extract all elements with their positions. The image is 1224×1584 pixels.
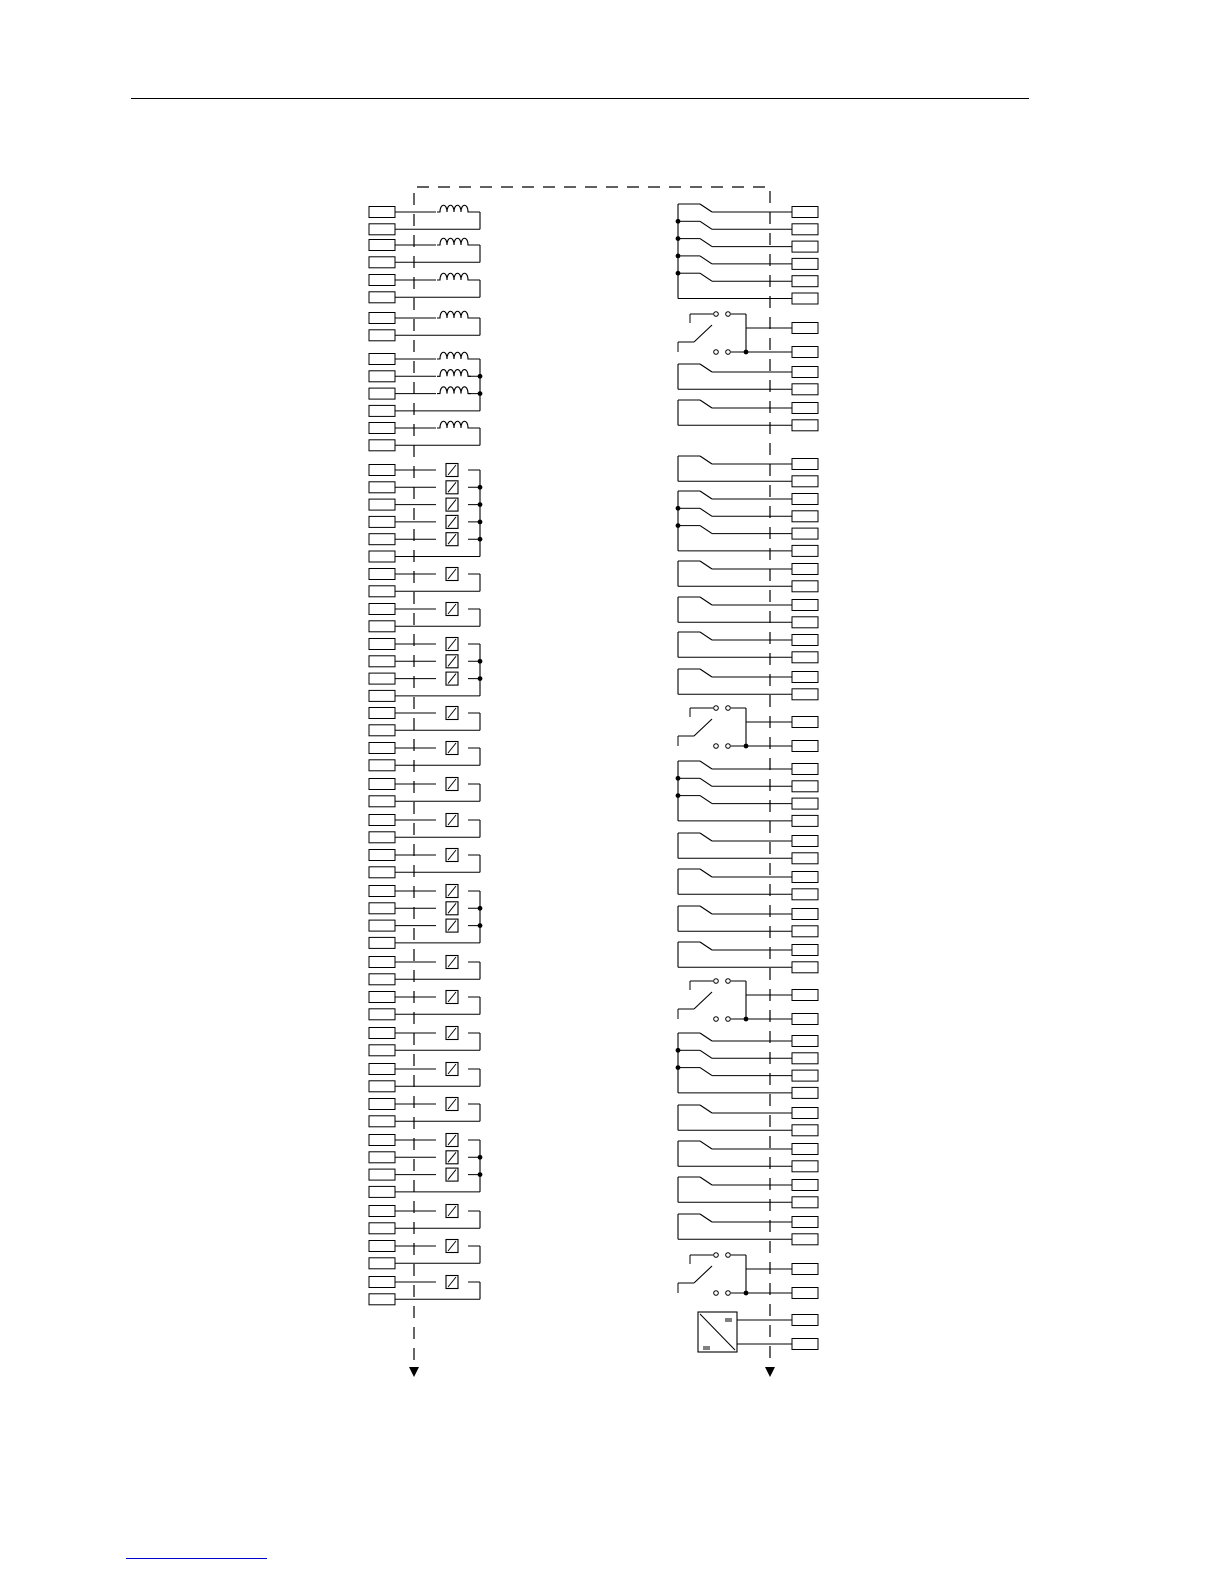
left-group-25 (369, 1276, 480, 1305)
terminal-block (792, 853, 818, 864)
terminal-block (369, 690, 395, 701)
left-group-8 (369, 568, 480, 597)
contact-terminal (726, 744, 731, 749)
right-group-21 (678, 1177, 818, 1208)
contact-blade (700, 1141, 712, 1149)
terminal-block (792, 635, 818, 646)
contact-blade (700, 256, 712, 264)
terminal-block (792, 1036, 818, 1047)
terminal-block (369, 1064, 395, 1075)
junction-dot (744, 1291, 749, 1296)
terminal-block (792, 1161, 818, 1172)
contact-blade (700, 761, 712, 769)
terminal-block (792, 1108, 818, 1119)
terminal-block (792, 1144, 818, 1155)
terminal-block (792, 909, 818, 920)
junction-dot (676, 254, 681, 259)
contact-blade (694, 719, 712, 736)
terminal-block (369, 1045, 395, 1056)
left-group-6 (369, 421, 480, 451)
terminal-block (792, 836, 818, 847)
right-group-14 (678, 869, 818, 900)
contact-terminal (726, 706, 731, 711)
terminal-block (792, 1315, 818, 1326)
contact-blade (700, 508, 712, 516)
terminal-block (369, 313, 395, 324)
terminal-block (369, 499, 395, 510)
terminal-block (792, 1014, 818, 1025)
contact-terminal (714, 706, 719, 711)
right-group-6 (676, 491, 818, 556)
junction-dot (478, 1172, 483, 1177)
terminal-block (369, 423, 395, 434)
terminal-block (369, 673, 395, 684)
left-group-2 (369, 238, 480, 268)
terminal-block (792, 962, 818, 973)
terminal-block (369, 1223, 395, 1234)
junction-dot (478, 1155, 483, 1160)
contact-blade (700, 796, 712, 804)
contact-blade (700, 1177, 712, 1185)
left-group-18 (369, 991, 480, 1020)
contact-blade (700, 906, 712, 914)
terminal-block (792, 600, 818, 611)
left-group-1 (369, 205, 480, 235)
terminal-block (369, 815, 395, 826)
terminal-block (369, 224, 395, 235)
terminal-block (369, 371, 395, 382)
contact-blade (700, 400, 712, 408)
right-group-4 (678, 400, 818, 431)
junction-dot (676, 1048, 681, 1053)
terminal-block (369, 1186, 395, 1197)
junction-dot (478, 391, 483, 396)
junction-dot (478, 537, 483, 542)
junction-dot (744, 744, 749, 749)
left-group-22 (369, 1134, 482, 1198)
terminal-block (369, 275, 395, 286)
junction-dot (478, 502, 483, 507)
terminal-block (369, 708, 395, 719)
contact-blade (700, 1068, 712, 1076)
terminal-block (369, 569, 395, 580)
terminal-block (369, 405, 395, 416)
terminal-block (792, 1197, 818, 1208)
right-group-22 (678, 1214, 818, 1245)
terminal-block (792, 459, 818, 470)
terminal-block (369, 760, 395, 771)
right-group-10 (678, 669, 818, 700)
junction-dot (676, 506, 681, 511)
wire-gap (436, 425, 468, 431)
contact-blade (700, 1050, 712, 1058)
left-group-3 (369, 273, 480, 303)
terminal-block (369, 330, 395, 341)
terminal-block (369, 743, 395, 754)
terminal-block (369, 586, 395, 597)
terminal-block (792, 476, 818, 487)
terminal-block (792, 1264, 818, 1275)
terminal-block (792, 403, 818, 414)
terminal-block (369, 1028, 395, 1039)
contact-blade (700, 491, 712, 499)
junction-dot (676, 523, 681, 528)
terminal-block (792, 384, 818, 395)
terminal-block (369, 465, 395, 476)
right-group-9 (678, 632, 818, 663)
terminal-block (369, 779, 395, 790)
contact-blade (694, 325, 712, 342)
terminal-block (792, 367, 818, 378)
junction-dot (478, 906, 483, 911)
terminal-block (792, 347, 818, 358)
left-group-4 (369, 311, 480, 341)
right-group-16 (678, 942, 818, 973)
terminal-block (792, 1217, 818, 1228)
contact-terminal (726, 1291, 731, 1296)
junction-dot (478, 520, 483, 525)
terminal-block (792, 581, 818, 592)
terminal-block (792, 717, 818, 728)
terminal-block (792, 815, 818, 826)
terminal-block (792, 1288, 818, 1299)
terminal-block (369, 957, 395, 968)
wire-gap (436, 356, 468, 362)
wire-gap (436, 277, 468, 283)
terminal-block (792, 528, 818, 539)
contact-terminal (714, 979, 719, 984)
left-group-14 (369, 814, 480, 843)
terminal-block (369, 850, 395, 861)
contact-blade (700, 273, 712, 281)
junction-dot (478, 485, 483, 490)
contact-blade (700, 942, 712, 950)
right-group-19 (678, 1105, 818, 1136)
junction-dot (478, 374, 483, 379)
terminal-block (792, 1234, 818, 1245)
terminal-block (792, 689, 818, 700)
contact-blade (700, 632, 712, 640)
right-group-7 (678, 561, 818, 592)
contact-terminal (714, 350, 719, 355)
left-group-20 (369, 1063, 480, 1092)
contact-terminal (726, 1017, 731, 1022)
continuation-arrow (765, 1367, 775, 1377)
junction-dot (478, 923, 483, 928)
left-group-17 (369, 956, 480, 985)
terminal-block (369, 1294, 395, 1305)
contact-terminal (714, 744, 719, 749)
contact-terminal (714, 1017, 719, 1022)
terminal-block (369, 1081, 395, 1092)
terminal-block (792, 293, 818, 304)
terminal-block (792, 494, 818, 505)
contact-terminal (726, 312, 731, 317)
left-group-21 (369, 1098, 480, 1127)
terminal-block (369, 796, 395, 807)
terminal-block (369, 1169, 395, 1180)
contact-blade (700, 204, 712, 212)
terminal-block (792, 889, 818, 900)
terminal-block (792, 1125, 818, 1136)
footer-rule (126, 1558, 267, 1559)
contact-blade (700, 778, 712, 786)
left-group-10 (369, 638, 482, 702)
terminal-block (792, 1087, 818, 1098)
terminal-block (369, 604, 395, 615)
left-group-24 (369, 1240, 480, 1269)
right-group-18 (676, 1033, 818, 1098)
junction-dot (676, 776, 681, 781)
terminal-block (369, 482, 395, 493)
terminal-block (369, 1206, 395, 1217)
terminal-block (369, 832, 395, 843)
junction-dot (744, 350, 749, 355)
terminal-block (792, 798, 818, 809)
terminal-block (369, 1009, 395, 1020)
contact-blade (700, 869, 712, 877)
contact-blade (700, 561, 712, 569)
left-group-16 (369, 885, 482, 949)
right-group-24 (698, 1312, 818, 1352)
left-group-15 (369, 849, 480, 878)
terminal-block (369, 903, 395, 914)
contact-blade (700, 669, 712, 677)
terminal-block (792, 1180, 818, 1191)
right-group-2 (678, 312, 818, 358)
right-group-5 (678, 456, 818, 487)
contact-blade (694, 992, 712, 1009)
right-group-23 (678, 1253, 818, 1299)
right-group-20 (678, 1141, 818, 1172)
terminal-block (369, 440, 395, 451)
terminal-block (369, 516, 395, 527)
contact-blade (700, 221, 712, 229)
wire-gap (436, 209, 468, 215)
continuation-arrow (409, 1367, 419, 1377)
terminal-block (369, 354, 395, 365)
terminal-block (792, 511, 818, 522)
wire-gap (436, 391, 468, 397)
terminal-block (792, 741, 818, 752)
junction-dot (676, 793, 681, 798)
terminal-block (792, 224, 818, 235)
right-group-11 (678, 706, 818, 752)
terminal-block (369, 240, 395, 251)
right-group-1 (676, 204, 818, 304)
wire-gap (436, 315, 468, 321)
junction-dot (744, 1017, 749, 1022)
terminal-block (792, 420, 818, 431)
contact-blade (700, 1105, 712, 1113)
contact-blade (700, 239, 712, 247)
terminal-block (369, 1099, 395, 1110)
contact-blade (694, 1266, 712, 1283)
contact-blade (700, 833, 712, 841)
terminal-block (369, 725, 395, 736)
right-group-17 (678, 979, 818, 1025)
right-group-13 (678, 833, 818, 864)
terminal-block (792, 781, 818, 792)
left-group-13 (369, 778, 480, 807)
terminal-block (369, 257, 395, 268)
terminal-block (369, 974, 395, 985)
terminal-block (369, 534, 395, 545)
terminal-block (369, 388, 395, 399)
left-group-5 (369, 352, 482, 416)
contact-blade (700, 1033, 712, 1041)
contact-terminal (714, 1253, 719, 1258)
contact-terminal (714, 1291, 719, 1296)
terminal-block (369, 1277, 395, 1288)
junction-dot (676, 236, 681, 241)
terminal-block (369, 207, 395, 218)
left-group-19 (369, 1027, 480, 1056)
contact-blade (700, 456, 712, 464)
terminal-block (792, 872, 818, 883)
contact-blade (700, 1214, 712, 1222)
junction-dot (676, 1065, 681, 1070)
terminal-block (792, 564, 818, 575)
terminal-block (369, 886, 395, 897)
terminal-block (792, 926, 818, 937)
right-group-15 (678, 906, 818, 937)
contact-blade (700, 597, 712, 605)
terminal-block (369, 621, 395, 632)
left-group-7 (369, 464, 482, 563)
terminal-block (792, 545, 818, 556)
contact-terminal (714, 312, 719, 317)
contact-terminal (726, 979, 731, 984)
junction-dot (478, 659, 483, 664)
terminal-block (792, 241, 818, 252)
junction-dot (478, 676, 483, 681)
terminal-block (792, 207, 818, 218)
terminal-block (369, 639, 395, 650)
terminal-block (792, 1339, 818, 1350)
left-group-12 (369, 742, 480, 771)
terminal-block (369, 867, 395, 878)
terminal-block (369, 1152, 395, 1163)
terminal-block (792, 1070, 818, 1081)
terminal-block (369, 920, 395, 931)
contact-blade (700, 364, 712, 372)
wire-gap (436, 242, 468, 248)
terminal-block (792, 1053, 818, 1064)
junction-dot (676, 219, 681, 224)
right-group-12 (676, 761, 818, 826)
right-group-8 (678, 597, 818, 628)
terminal-block (792, 258, 818, 269)
contact-terminal (726, 1253, 731, 1258)
terminal-block (792, 764, 818, 775)
terminal-block (369, 551, 395, 562)
terminal-block (369, 992, 395, 1003)
left-group-23 (369, 1205, 480, 1234)
contact-terminal (726, 350, 731, 355)
terminal-block (369, 1116, 395, 1127)
terminal-block (792, 323, 818, 334)
left-group-9 (369, 603, 480, 632)
left-group-11 (369, 707, 480, 736)
terminal-block (369, 937, 395, 948)
terminal-block (369, 1241, 395, 1252)
terminal-block (792, 617, 818, 628)
terminal-block (369, 1135, 395, 1146)
terminal-block (369, 656, 395, 667)
terminal-block (792, 672, 818, 683)
terminal-block (792, 276, 818, 287)
terminal-block (792, 990, 818, 1001)
terminal-block (792, 652, 818, 663)
wire-gap (436, 373, 468, 379)
terminal-block (369, 1258, 395, 1269)
junction-dot (676, 271, 681, 276)
right-group-3 (678, 364, 818, 395)
dashed-mechanical-link (414, 187, 770, 1360)
terminal-block (792, 945, 818, 956)
contact-blade (700, 526, 712, 534)
terminal-block (369, 292, 395, 303)
